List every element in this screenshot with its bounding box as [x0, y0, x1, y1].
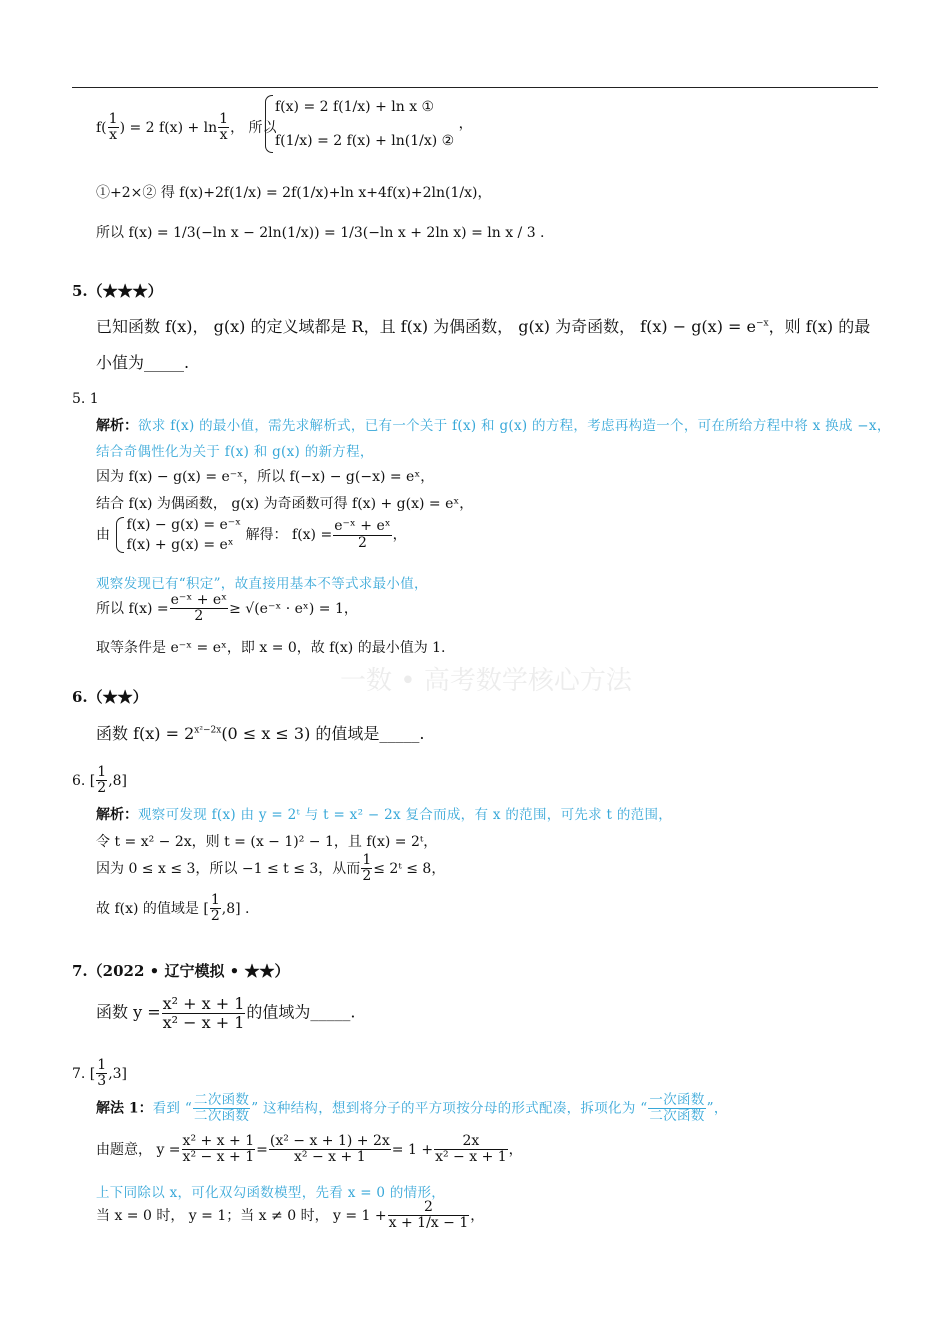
text: ，: [392, 527, 407, 543]
frac-num: 1: [219, 111, 229, 127]
frac-num: (x² − x + 1) + 2x: [269, 1133, 390, 1149]
top-line2: ①+2×② 得 f(x)+2f(1/x) = 2f(1/x)+ln x+4f(x)+2ln(1/x)，: [96, 185, 492, 201]
text: 6. [: [72, 772, 96, 789]
analysis-note: 观察可发现 f(x) 由 y = 2ᵗ 与 t = x² − 2x 复合而成，有 x 的范围，可先求 t 的范围，: [138, 807, 673, 823]
solution-step: 结合 f(x) 为偶函数， g(x) 为奇函数可得 f(x) + g(x) = eˣ，: [96, 496, 474, 512]
text: 由: [96, 527, 110, 543]
fraction: [434, 1134, 508, 1166]
text: 已知函数 f(x)， g(x) 的定义域都是 R，且 f(x) 为偶函数， g(x) 为奇函数， f(x) − g(x) = e: [96, 317, 756, 336]
fraction: [170, 593, 228, 625]
brace-system: [114, 517, 241, 553]
analysis-note: ” 这种结构，想到将分子的平方项按分母的形式配凑，拆项化为 “: [251, 1100, 648, 1117]
solution-step: [96, 593, 358, 625]
frac-num: 二次函数: [194, 1092, 250, 1108]
text: 由题意， y =: [96, 1141, 181, 1158]
text: ,8] .: [221, 900, 250, 917]
text: ) = 2 f(x) + ln: [119, 119, 218, 136]
brace-system: [263, 95, 454, 153]
analysis-note: 观察发现已有“积定”，故直接用基本不等式求最小值，: [96, 576, 428, 592]
question-stem: [96, 721, 425, 744]
analysis-line: [96, 803, 672, 824]
fraction: [210, 893, 221, 925]
question-heading: 5.（★★★）: [72, 282, 163, 300]
frac-num: 2: [388, 1200, 470, 1216]
superscript: −x: [756, 318, 769, 329]
solution-step: 令 t = x² − 2x，则 t = (x − 1)² − 1，且 f(x) = 2ᵗ，: [96, 834, 438, 850]
method-label: 解法 1：: [96, 1100, 153, 1117]
analysis-line: [96, 414, 891, 435]
text: ，: [508, 1141, 523, 1158]
text: (0 ≤ x ≤ 3) 的值域是_____.: [221, 724, 425, 743]
watermark: 一数 • 高考数学核心方法: [340, 666, 632, 696]
text: ≥ √(e⁻ˣ · eˣ) = 1，: [229, 600, 358, 617]
text: ，: [470, 1207, 485, 1224]
analysis-note: 上下同除以 x，可化双勾函数模型，先看 x = 0 的情形，: [96, 1185, 446, 1201]
frac-num: 2x: [434, 1134, 508, 1150]
answer-heading: [72, 765, 127, 797]
system-eq-1: f(x) − g(x) = e⁻ˣ: [126, 517, 242, 533]
text: ≤ 2ᵗ ≤ 8，: [373, 860, 446, 877]
text: 故 f(x) 的值域是 [: [96, 900, 209, 917]
frac-den: x + 1/x − 1: [388, 1215, 469, 1232]
question-stem: [96, 995, 356, 1031]
frac-den: 2: [357, 534, 367, 551]
solution-step: 取等条件是 e⁻ˣ = eˣ，即 x = 0，故 f(x) 的最小值为 1.: [96, 640, 446, 656]
header-rule: [72, 87, 878, 88]
frac-num: 一次函数: [649, 1092, 705, 1108]
fraction: [218, 112, 229, 144]
frac-den: x² − x + 1: [162, 1012, 245, 1032]
frac-den: x² − x + 1: [182, 1149, 255, 1166]
solution-step: [96, 1134, 523, 1166]
text: ， 所以: [230, 119, 277, 136]
analysis-label: 解析：: [96, 418, 138, 434]
fraction: [96, 1058, 107, 1090]
analysis-note: 欲求 f(x) 的最小值，需先求解析式，已有一个关于 f(x) 和 g(x) 的方程，考虑再构造一个，可在所给方程中将 x 换成 −x，: [138, 418, 891, 434]
text: = 1 +: [391, 1141, 434, 1158]
solution-step: [96, 853, 445, 885]
question-stem-line2: 小值为_____.: [96, 353, 190, 372]
fraction: [333, 519, 391, 551]
answer-heading: [72, 1058, 127, 1090]
solution-step: [96, 1200, 484, 1232]
system-eq-1: f(x) = 2 f(1/x) + ln x ①: [275, 99, 435, 115]
system-eq-2: f(1/x) = 2 f(x) + ln(1/x) ②: [275, 133, 455, 149]
fraction: [388, 1200, 470, 1232]
frac-num: e⁻ˣ + eˣ: [170, 592, 228, 608]
top-line1: [96, 112, 277, 144]
fraction: [193, 1093, 250, 1124]
analysis-note: ”，: [706, 1100, 728, 1117]
fraction: [182, 1134, 256, 1166]
frac-num: 1: [108, 111, 118, 127]
text: 的值域为_____.: [246, 1002, 356, 1022]
frac-den: x: [219, 127, 228, 144]
frac-den: 3: [97, 1073, 107, 1090]
fraction: [648, 1093, 705, 1124]
analysis-line: [96, 1093, 728, 1124]
frac-den: x: [109, 127, 118, 144]
frac-den: 二次函数: [649, 1107, 705, 1124]
fraction: [96, 765, 107, 797]
text: ，: [458, 116, 473, 132]
frac-den: x² − x + 1: [435, 1149, 507, 1166]
text: 函数 y =: [96, 1002, 161, 1022]
frac-num: 1: [362, 852, 372, 868]
solution-step: 因为 f(x) − g(x) = e⁻ˣ，所以 f(−x) − g(−x) = eˣ，: [96, 469, 435, 485]
frac-num: 1: [97, 764, 107, 780]
text: ,3]: [108, 1065, 128, 1082]
fraction: [361, 853, 372, 885]
frac-den: 二次函数: [194, 1107, 250, 1124]
frac-den: 2: [194, 608, 204, 625]
frac-num: e⁻ˣ + eˣ: [334, 518, 391, 535]
text: ,8]: [108, 772, 128, 789]
text: 函数 f(x) = 2: [96, 724, 195, 743]
fraction: [108, 112, 119, 144]
analysis-note: 看到 “: [152, 1100, 193, 1117]
equation-system: [263, 95, 473, 153]
frac-den: x² − x + 1: [294, 1149, 366, 1166]
text: =: [256, 1141, 268, 1158]
fraction: [269, 1134, 391, 1166]
text: ，则 f(x) 的最: [768, 317, 871, 336]
frac-den: 2: [210, 908, 220, 925]
question-heading: 6.（★★）: [72, 688, 148, 706]
text: 7. [: [72, 1065, 96, 1082]
frac-den: 2: [97, 780, 107, 797]
text: 因为 0 ≤ x ≤ 3，所以 −1 ≤ t ≤ 3，从而: [96, 860, 361, 877]
frac-num: x² + x + 1: [182, 1133, 255, 1149]
frac-num: 1: [97, 1057, 107, 1073]
superscript: x²−2x: [194, 725, 222, 736]
fraction: [162, 995, 246, 1031]
question-heading: 7.（2022 • 辽宁模拟 • ★★）: [72, 962, 290, 980]
solution-step: [96, 893, 249, 925]
text: 所以 f(x) =: [96, 600, 169, 617]
analysis-label: 解析：: [96, 807, 138, 823]
text: 当 x = 0 时， y = 1；当 x ≠ 0 时， y = 1 +: [96, 1207, 387, 1224]
top-line3: 所以 f(x) = 1/3(−ln x − 2ln(1/x)) = 1/3(−ln x + 2ln x) = ln x / 3 .: [96, 225, 545, 241]
text: f(: [96, 119, 107, 136]
text: 解得： f(x) =: [245, 527, 333, 543]
analysis-note: 结合奇偶性化为关于 f(x) 和 g(x) 的新方程，: [96, 444, 374, 460]
frac-num: 1: [210, 892, 220, 908]
system-eq-2: f(x) + g(x) = eˣ: [126, 537, 234, 553]
solution-step: [96, 517, 407, 553]
question-stem: [96, 314, 870, 337]
frac-den: 2: [362, 868, 372, 885]
answer-heading: 5. 1: [72, 391, 99, 407]
frac-num: x² + x + 1: [162, 994, 245, 1013]
